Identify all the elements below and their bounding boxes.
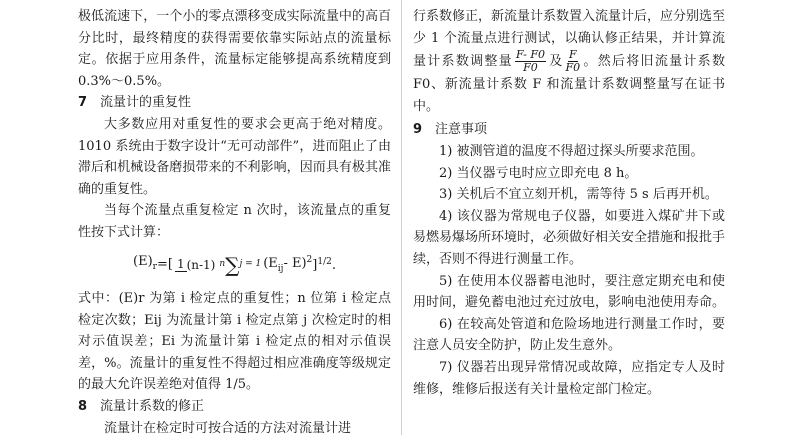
precautions-list bbox=[413, 141, 725, 400]
right-column bbox=[413, 6, 725, 400]
section-8-paragraph-1: 流量计在检定时可按合适的方法对流量计进 bbox=[104, 420, 352, 436]
list-item: 7) 仪器若出现异常情况或故障，应指定专人及时维修，维修后报送有关计量检定部门检定。 bbox=[413, 359, 725, 397]
formula-fraction: 1 (n-1) bbox=[176, 257, 216, 272]
repeatability-formula bbox=[78, 250, 391, 281]
section-9-heading bbox=[413, 119, 725, 141]
section-8-title: 流量计系数的修正 bbox=[100, 399, 205, 415]
list-item: 2) 当仪器亏电时应立即充电 8 h。 bbox=[439, 165, 638, 181]
section-7-heading bbox=[78, 92, 391, 114]
formula-lhs: $(E)_r$ bbox=[133, 254, 157, 272]
section-9-number: 9 bbox=[413, 122, 423, 138]
list-item: 5) 在使用本仪器蓄电池时，要注意定期充电和使用时间，避免蓄电池过充过放电，影响电池使用寿命。 bbox=[413, 273, 726, 311]
adjustment-fraction-1: $\frac{F- F0}{F0}$ bbox=[515, 48, 545, 75]
section-8-continuation: 行系数修正，新流量计系数置入流量计后，应分别选至少 1 个流量点进行测试，以确认修正结果，并计算流量计系数调整量 $\frac{F- F0}{F0}$ 及 $\frac{F}{F0}$ 。然后将旧流量计系数 F0、新流量计系数 F 和流量计系数调整量写在证书中。 bbox=[413, 9, 726, 114]
section-7-paragraph-1: 大多数应用对重复性的要求会更高于绝对精度。1010 系统由于数字设计“无可动部件”，进而阻止了由滞后和机械设备磨损带来的不利影响，因而具有极其准确的重复性。 bbox=[78, 116, 391, 197]
list-item: 6) 在较高处管道和危险场地进行测量工作时，要注意人员安全防护，防止发生意外。 bbox=[413, 316, 725, 354]
formula-summation: n∑j = 1 bbox=[219, 252, 262, 277]
section-7-title: 流量计的重复性 bbox=[100, 95, 192, 111]
formula-equals: =[ bbox=[156, 257, 173, 272]
formula-close: ]$^{1/2}$. bbox=[312, 257, 336, 274]
section-7-paragraph-2: 当每个流量点重复检定 n 次时，该流量点的重复性按下式计算： bbox=[78, 203, 391, 240]
formula-explanation: 式中：(E)r 为第 i 检定点的重复性；n 位第 i 检定点检定次数；Eij 为流量计第 i 检定点第 j 次检定时的相对示值误差；Ei 为流量计第 i 检定点的相对示值误差，%。流量计的重复性不得超过相应准确度等级规定的最大允许误差绝对值得 1/5。 bbox=[78, 291, 391, 393]
section-9-title: 注意事项 bbox=[435, 122, 488, 138]
adjustment-fraction-2: $\frac{F}{F0}$ bbox=[565, 48, 581, 75]
list-item: 1) 被测管道的温度不得超过探头所要求范围。 bbox=[439, 143, 704, 159]
section-8-number: 8 bbox=[78, 399, 88, 415]
section-7-number: 7 bbox=[78, 95, 88, 111]
section-8-heading bbox=[78, 396, 391, 418]
column-divider bbox=[401, 0, 402, 435]
intro-paragraph: 极低流速下，一个小的零点漂移变成实际流量中的高百分比时，最终精度的获得需要依靠实际站点的流量标定。依据于应用条件，流量标定能够提高系统精度到 0.3%～0.5%。 bbox=[78, 9, 391, 89]
list-item: 3) 关机后不宜立刻开机，需等待 5 s 后再开机。 bbox=[439, 187, 718, 203]
left-column bbox=[78, 6, 391, 439]
list-item: 4) 该仪器为常规电子仪器，如要进入煤矿井下或易燃易爆场所环境时，必须做好相关安全措施和报批手续，否则不得进行测量工作。 bbox=[413, 208, 726, 267]
formula-term: ($E_{ij}-$ E)$^2$ bbox=[263, 254, 313, 274]
